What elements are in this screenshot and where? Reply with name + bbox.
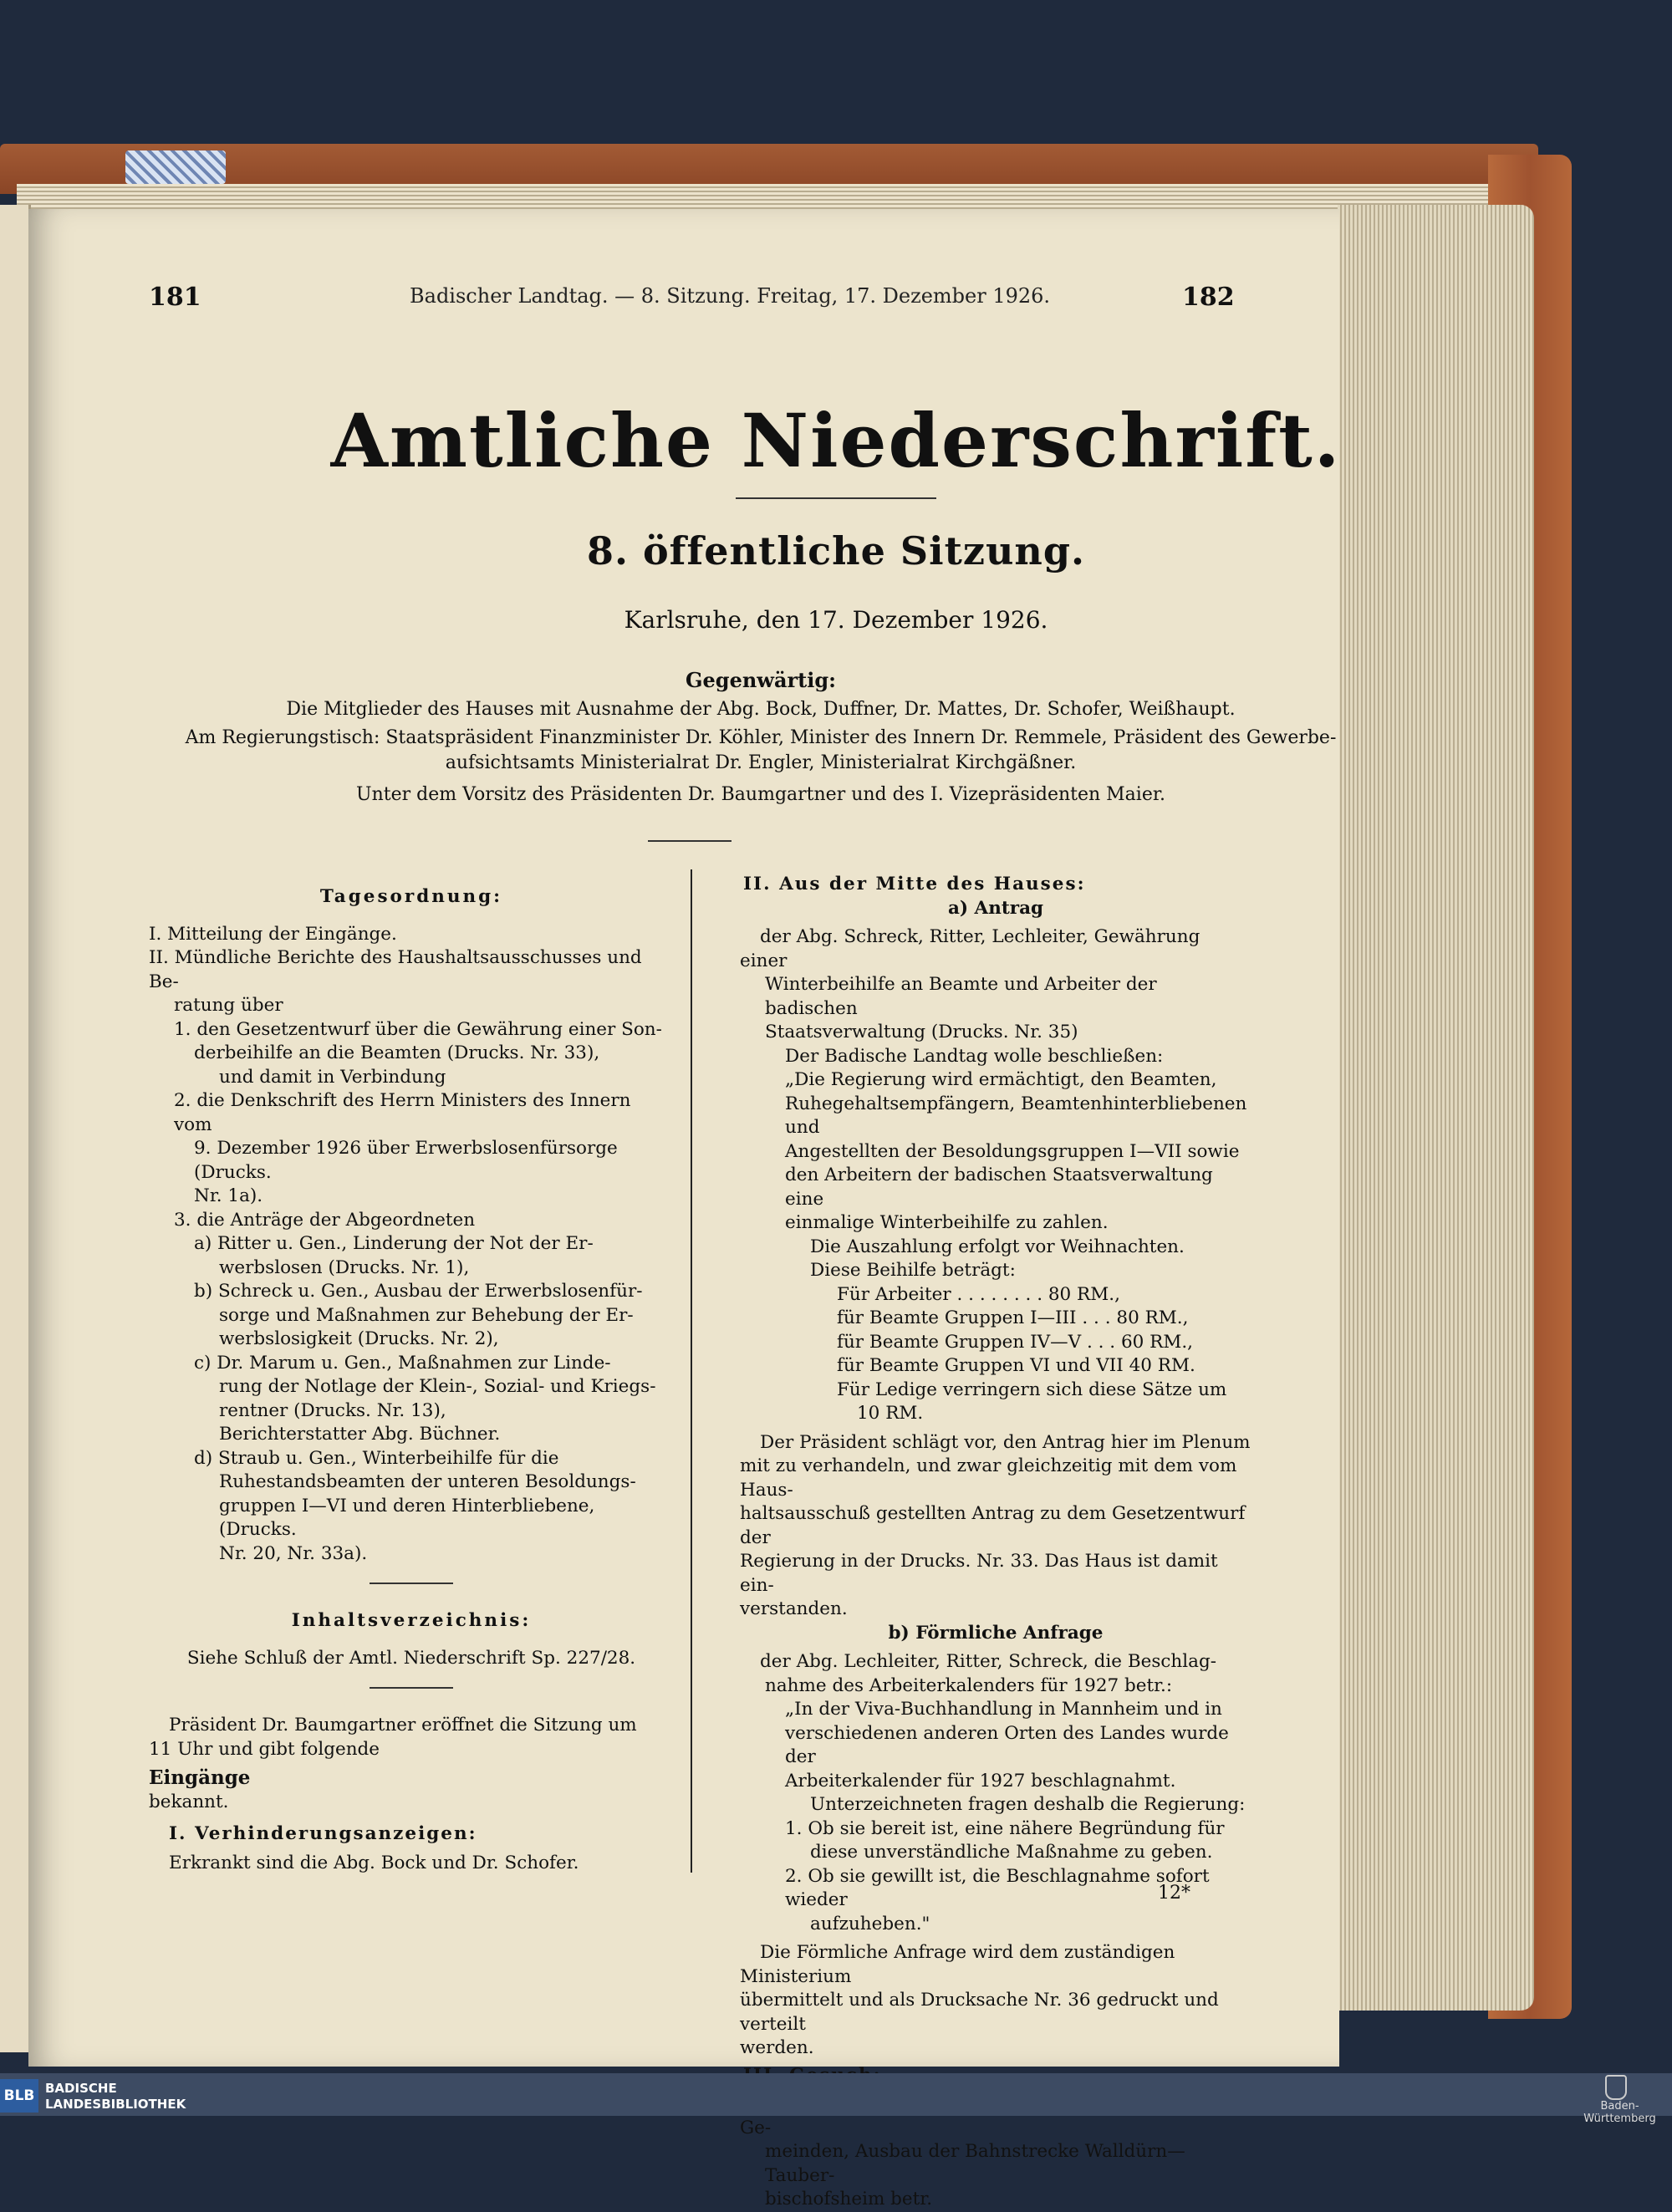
right-column-line: verstanden. <box>740 1598 848 1619</box>
right-column-line: Staatsverwaltung (Drucks. Nr. 35) <box>765 1022 1078 1042</box>
right-column-line: Unterzeichneten fragen deshalb die Regierung: <box>810 1794 1246 1815</box>
right-column-line: Arbeiterkalender für 1927 beschlagnahmt. <box>785 1770 1176 1792</box>
left-column-line: I. Mitteilung der Eingänge. <box>149 923 397 945</box>
right-column-line: übermittelt und als Drucksache Nr. 36 gedruckt und verteilt <box>740 1990 1219 2035</box>
right-column-line: Der Badische Landtag wolle beschließen: <box>785 1045 1164 1067</box>
right-column-line: den Arbeitern der badischen Staatsverwaltung eine <box>785 1165 1213 1210</box>
right-column-line: mit zu verhandeln, und zwar gleichzeitig mit dem vom Haus- <box>740 1455 1237 1501</box>
right-column-line: Der Präsident schlägt vor, den Antrag hier im Plenum <box>760 1431 1251 1453</box>
right-column-line: 1. Ob sie bereit ist, eine nähere Begründung für <box>785 1817 1225 1839</box>
right-column-line: der Abg. Schreck, Ritter, Lechleiter, Gewährung einer <box>740 926 1200 971</box>
attendance-government-cont: aufsichtsamts Ministerialrat Dr. Engler, Ministerialrat Kirchgäßner. <box>445 752 1077 773</box>
right-column-line: II. Aus der Mitte des Hauses: <box>743 874 1086 894</box>
right-column-line: Diese Beihilfe beträgt: <box>810 1260 1016 1281</box>
right-column-line: meinden, Ausbau der Bahnstrecke Walldürn—Tauber- <box>765 2141 1185 2186</box>
signature-mark: 12* <box>1158 1883 1190 1904</box>
session-chair: Unter dem Vorsitz des Präsidenten Dr. Baumgartner und des I. Vizepräsidenten Maier. <box>356 784 1165 805</box>
right-column-line: einmalige Winterbeihilfe zu zahlen. <box>785 1212 1109 1233</box>
left-column-line: derbeihilfe an die Beamten (Drucks. Nr. 33), <box>194 1042 600 1063</box>
left-column-line: werbslosen (Drucks. Nr. 1), <box>219 1256 470 1278</box>
left-column-rule <box>370 1583 453 1584</box>
right-column-line: „Die Regierung wird ermächtigt, den Beamten, <box>785 1069 1217 1090</box>
state-emblem-icon <box>1605 2075 1627 2100</box>
right-column-line: Winterbeihilfe an Beamte und Arbeiter der badischen <box>765 974 1157 1019</box>
left-column-line: Nr. 1a). <box>194 1185 263 1206</box>
left-column-line: werbslosigkeit (Drucks. Nr. 2), <box>219 1328 499 1349</box>
left-column-line: 1. den Gesetzentwurf über die Gewährung einer Son- <box>174 1018 662 1040</box>
page-edges-top <box>17 184 1530 212</box>
session-title: 8. öffentliche Sitzung. <box>586 528 1086 573</box>
right-column-line: haltsausschuß gestellten Antrag zu dem Gesetzentwurf der <box>740 1503 1246 1548</box>
left-column-line: 11 Uhr und gibt folgende <box>149 1738 380 1760</box>
page-number-right: 182 <box>1182 283 1235 312</box>
book-headband <box>125 150 226 184</box>
left-column-rule <box>370 1687 453 1689</box>
right-column-line: verschiedenen anderen Orten des Landes wurde der <box>785 1722 1229 1767</box>
left-column-line: ratung über <box>174 995 283 1016</box>
right-column-line: Die Auszahlung erfolgt vor Weihnachten. <box>810 1236 1185 1257</box>
left-column-line: gruppen I—VI und deren Hinterbliebene, (Drucks. <box>219 1495 595 1540</box>
right-column-line: aufzuheben." <box>810 1913 930 1934</box>
left-column-line: Eingänge <box>149 1766 251 1789</box>
library-name-line2: LANDESBIBLIOTHEK <box>45 2097 186 2112</box>
left-column-line: 3. die Anträge der Abgeordneten <box>174 1209 476 1231</box>
left-column-line: Erkrankt sind die Abg. Bock und Dr. Schofer. <box>169 1852 579 1873</box>
right-column-line: für Beamte Gruppen VI und VII 40 RM. <box>837 1355 1195 1376</box>
title-rule <box>736 497 936 499</box>
left-column-line: d) Straub u. Gen., Winterbeihilfe für die <box>194 1447 559 1469</box>
state-name: Baden-Württemberg <box>1583 2100 1656 2125</box>
left-column-line: c) Dr. Marum u. Gen., Maßnahmen zur Linde- <box>194 1352 611 1374</box>
library-name-line1: BADISCHE <box>45 2081 117 2096</box>
document-title: Amtliche Niederschrift. <box>330 397 1342 484</box>
left-column-line: Berichterstatter Abg. Büchner. <box>219 1424 501 1445</box>
page-number-left: 181 <box>149 283 201 312</box>
left-column-line: bekannt. <box>149 1791 229 1812</box>
right-column-line: 10 RM. <box>857 1403 924 1424</box>
right-column-line: Für Ledige verringern sich diese Sätze um <box>837 1379 1227 1400</box>
left-column-line: I. Verhinderungsanzeigen: <box>169 1823 477 1844</box>
left-column-line: und damit in Verbindung <box>219 1066 446 1088</box>
left-column-line: sorge und Maßnahmen zur Behebung der Er- <box>219 1304 634 1326</box>
right-column-line: Ruhegehaltsempfängern, Beamtenhinterbliebenen und <box>785 1093 1247 1138</box>
column-divider <box>691 869 692 1873</box>
right-column-line: Ge- <box>740 2117 772 2138</box>
attendance-heading: Gegenwärtig: <box>686 668 836 692</box>
left-column-line: rentner (Drucks. Nr. 13), <box>219 1399 446 1421</box>
section-rule <box>648 840 732 842</box>
right-column-line: für Beamte Gruppen I—III . . . 80 RM., <box>837 1307 1189 1328</box>
right-column-line: a) Antrag <box>947 897 1044 919</box>
left-column-line: Tagesordnung: <box>319 886 503 907</box>
right-column-line: b) Förmliche Anfrage <box>888 1622 1104 1644</box>
left-column-line: II. Mündliche Berichte des Haushaltsausschusses und Be- <box>149 947 642 992</box>
right-column-line: nahme des Arbeiterkalenders für 1927 betr.: <box>765 1674 1173 1696</box>
left-column-line: rung der Notlage der Klein-, Sozial- und Kriegs- <box>219 1376 656 1397</box>
right-column-line: bischofsheim betr. <box>765 2189 933 2209</box>
right-column-line: diese unverständliche Maßnahme zu geben. <box>810 1842 1213 1863</box>
left-column-line: Präsident Dr. Baumgartner eröffnet die Sitzung um <box>169 1715 637 1735</box>
running-head: Badischer Landtag. — 8. Sitzung. Freitag, 17. Dezember 1926. <box>410 284 1051 308</box>
right-column-line: Regierung in der Drucks. Nr. 33. Das Haus ist damit ein- <box>740 1551 1218 1596</box>
attendance-government: Am Regierungstisch: Staatspräsident Finanzminister Dr. Köhler, Minister des Innern Dr. Remmele, Präsident des Gewerbe- <box>185 727 1337 748</box>
left-column-line: Ruhestandsbeamten der unteren Besoldungs- <box>219 1471 636 1492</box>
blb-logo[interactable]: BLB <box>0 2079 38 2113</box>
left-column-line: Nr. 20, Nr. 33a). <box>219 1542 368 1564</box>
footer-bar <box>0 2073 1672 2116</box>
left-column-line: Siehe Schluß der Amtl. Niederschrift Sp. 227/28. <box>186 1647 636 1669</box>
right-column-line: werden. <box>740 2037 814 2058</box>
place-date: Karlsruhe, den 17. Dezember 1926. <box>624 606 1048 634</box>
left-column-line: Inhaltsverzeichnis: <box>291 1610 532 1631</box>
left-column-line: b) Schreck u. Gen., Ausbau der Erwerbslosenfür- <box>194 1281 643 1302</box>
right-column-line: Angestellten der Besoldungsgruppen I—VII sowie <box>785 1140 1240 1162</box>
right-column <box>740 869 1251 2212</box>
left-column <box>149 874 674 1875</box>
left-column-line: a) Ritter u. Gen., Linderung der Not der Er- <box>194 1233 594 1254</box>
right-column-line: für Beamte Gruppen IV—V . . . 60 RM., <box>837 1331 1194 1353</box>
left-column-line: 9. Dezember 1926 über Erwerbslosenfürsorge (Drucks. <box>194 1138 618 1183</box>
right-column-line: Für Arbeiter . . . . . . . . 80 RM., <box>837 1283 1120 1305</box>
attendance-members: Die Mitglieder des Hauses mit Ausnahme der Abg. Bock, Duffner, Dr. Mattes, Dr. Schofer, Weißhaupt. <box>286 699 1236 720</box>
right-column-line: der Abg. Lechleiter, Ritter, Schreck, die Beschlag- <box>760 1651 1217 1672</box>
right-column-line: „In der Viva-Buchhandlung in Mannheim und in <box>785 1699 1222 1720</box>
left-column-line: 2. die Denkschrift des Herrn Ministers des Innern vom <box>174 1090 631 1135</box>
right-column-line: 2. Ob sie gewillt ist, die Beschlagnahme sofort wieder <box>785 1865 1210 1910</box>
right-column-line: Die Förmliche Anfrage wird dem zuständigen Ministerium <box>740 1942 1175 1987</box>
